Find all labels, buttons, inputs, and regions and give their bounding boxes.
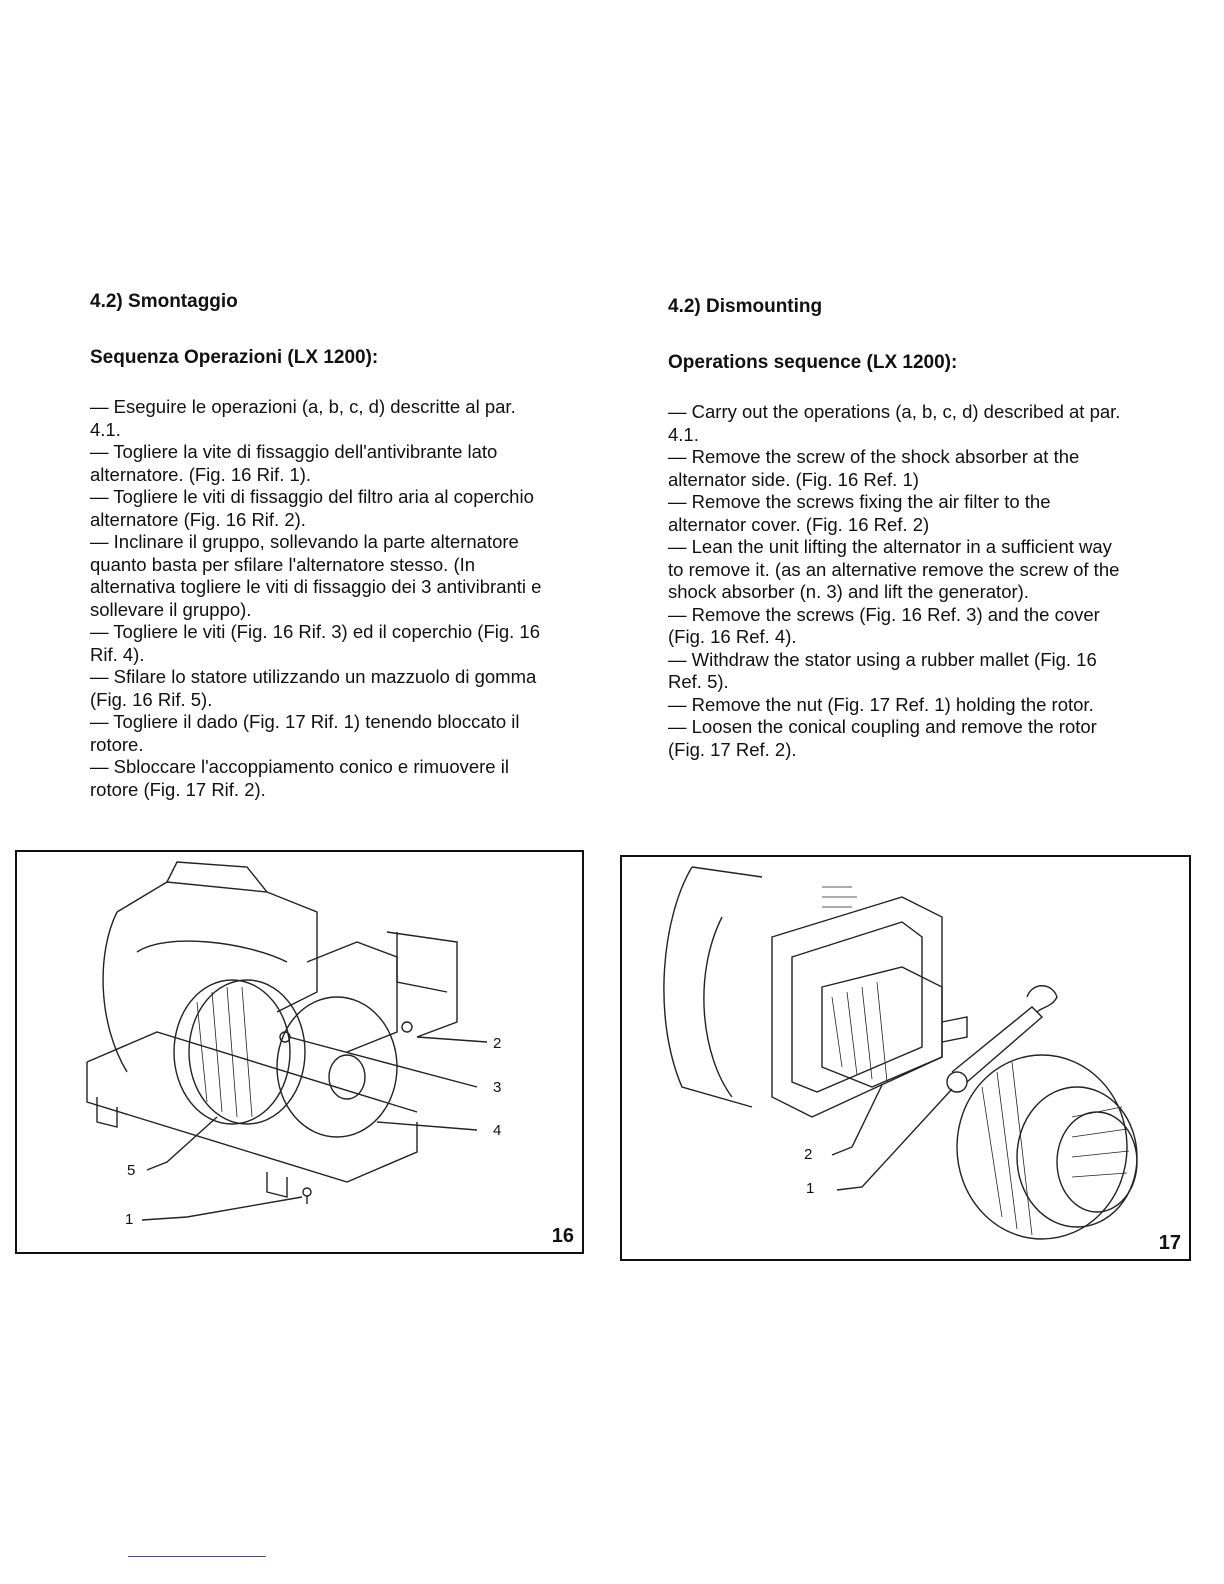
- subheading-it: Sequenza Operazioni (LX 1200):: [90, 347, 379, 368]
- figure-number-16: 16: [551, 1225, 574, 1247]
- step-it-8: — Sbloccare l'accoppiamento conico e rimuovere il rotore (Fig. 17 Rif. 2).: [90, 756, 509, 800]
- steps-list-en: [668, 401, 1128, 761]
- subheading-en: Operations sequence (LX 1200):: [668, 352, 958, 373]
- bottom-rule: [128, 1556, 266, 1557]
- generator-diagram-fig16: [17, 852, 582, 1252]
- figure-number-17: 17: [1158, 1232, 1181, 1254]
- step-en-5: — Remove the screws (Fig. 16 Ref. 3) and the cover (Fig. 16 Ref. 4).: [668, 603, 1100, 647]
- step-en-2: — Remove the screw of the shock absorber at the alternator side. (Fig. 16 Ref. 1): [668, 446, 1080, 490]
- fig16-callout-1: 1: [125, 1211, 134, 1228]
- fig16-callout-5: 5: [127, 1162, 136, 1179]
- step-it-3: — Togliere le viti di fissaggio del filtro aria al coperchio alternatore (Fig. 16 Rif. 2).: [90, 486, 534, 530]
- step-it-2: — Togliere la vite di fissaggio dell'antivibrante lato alternatore. (Fig. 16 Rif. 1).: [90, 441, 498, 485]
- section-heading-it: 4.2) Smontaggio: [90, 291, 238, 312]
- figure-16: [15, 850, 584, 1254]
- fig16-callout-2: 2: [493, 1035, 502, 1052]
- step-it-4: — Inclinare il gruppo, sollevando la parte alternatore quanto basta per sfilare l'alternatore stesso. (In alternativa togliere le viti di fissaggio dei 3 antivibranti e sollevare il gruppo).: [90, 531, 542, 620]
- step-en-3: — Remove the screws fixing the air filter to the alternator cover. (Fig. 16 Ref. 2): [668, 491, 1051, 535]
- step-en-6: — Withdraw the stator using a rubber mallet (Fig. 16 Ref. 5).: [668, 648, 1097, 692]
- steps-list-it: [90, 396, 550, 801]
- figure-17: [620, 855, 1191, 1261]
- step-en-1: — Carry out the operations (a, b, c, d) described at par. 4.1.: [668, 401, 1121, 445]
- italian-column: [90, 290, 550, 801]
- step-it-7: — Togliere il dado (Fig. 17 Rif. 1) tenendo bloccato il rotore.: [90, 711, 520, 755]
- step-it-5: — Togliere le viti (Fig. 16 Rif. 3) ed il coperchio (Fig. 16 Rif. 4).: [90, 621, 541, 665]
- step-en-4: — Lean the unit lifting the alternator in a sufficient way to remove it. (as an alternative remove the screw of the shock absorber (n. 3) and lift the generator).: [668, 536, 1120, 602]
- rotor-removal-diagram-fig17: [622, 857, 1189, 1259]
- fig17-callout-1: 1: [806, 1180, 815, 1197]
- fig17-callout-2: 2: [804, 1146, 813, 1163]
- step-it-6: — Sfilare lo statore utilizzando un mazzuolo di gomma (Fig. 16 Rif. 5).: [90, 666, 537, 710]
- step-en-7: — Remove the nut (Fig. 17 Ref. 1) holding the rotor.: [668, 693, 1094, 715]
- step-it-1: — Eseguire le operazioni (a, b, c, d) descritte al par. 4.1.: [90, 396, 516, 440]
- section-heading-en: 4.2) Dismounting: [668, 296, 823, 317]
- english-column: [668, 290, 1128, 761]
- fig16-callout-3: 3: [493, 1079, 502, 1096]
- fig16-callout-4: 4: [493, 1122, 502, 1139]
- step-en-8: — Loosen the conical coupling and remove the rotor (Fig. 17 Ref. 2).: [668, 716, 1097, 760]
